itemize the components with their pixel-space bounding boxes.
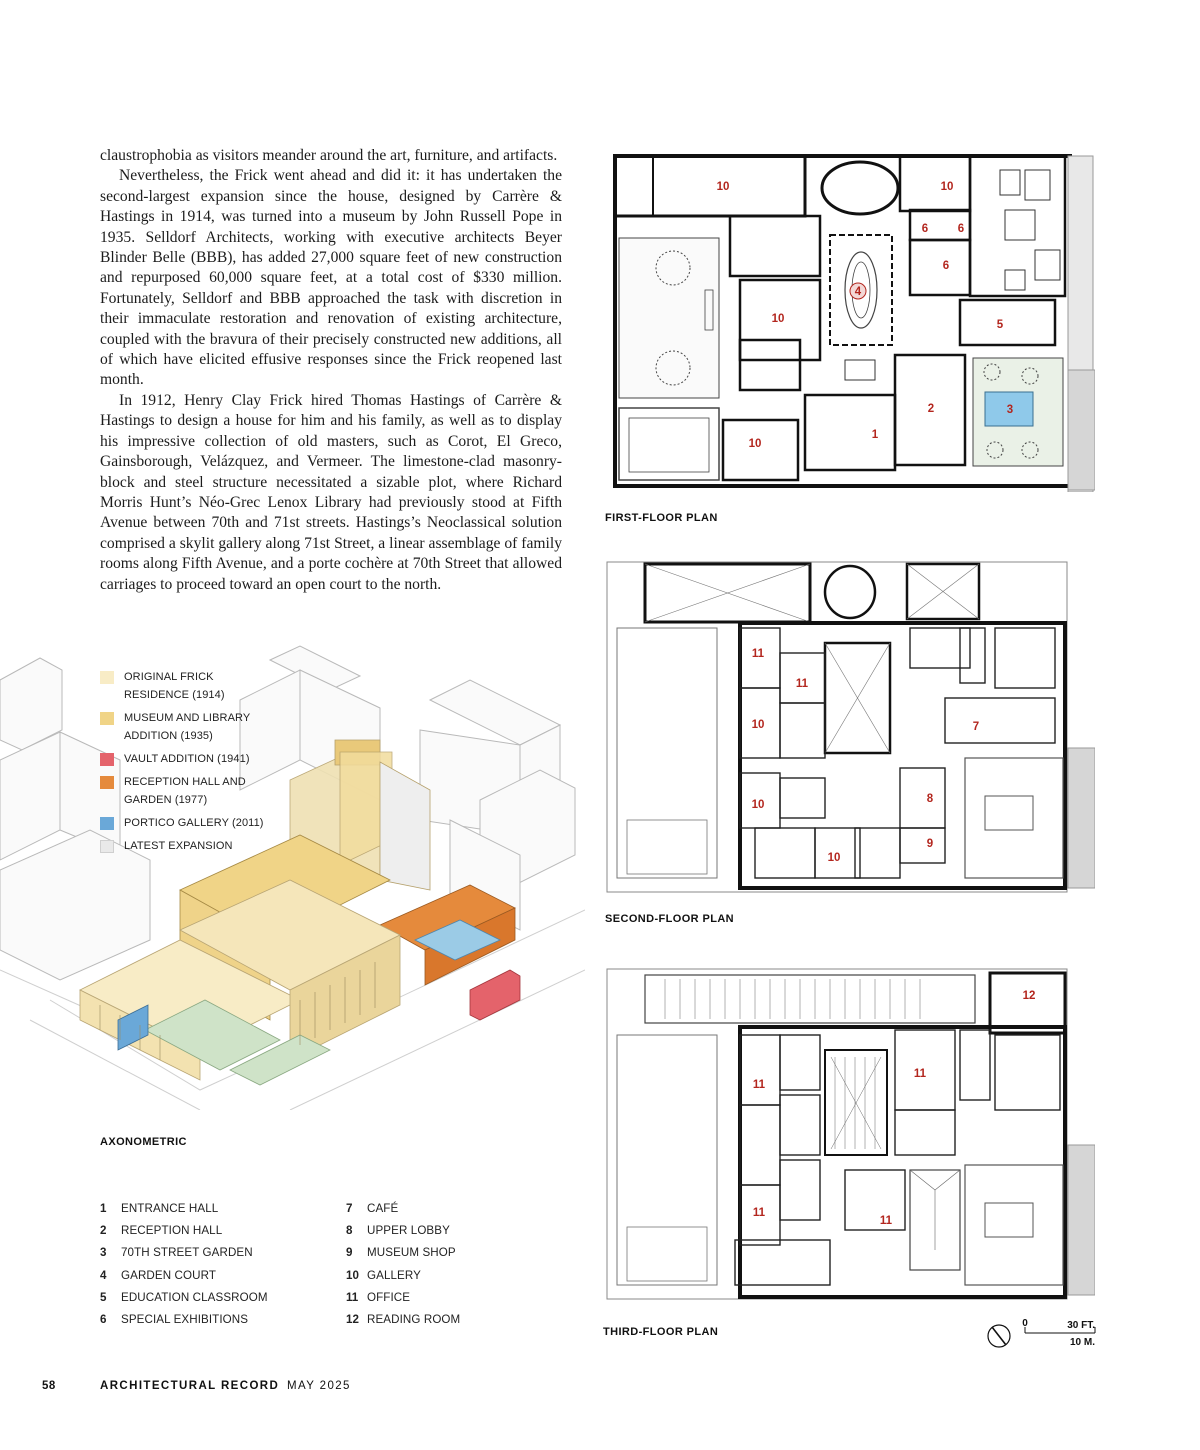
key-label: ENTRANCE HALL (121, 1202, 219, 1215)
key-item (346, 1200, 566, 1222)
plan-room-label: 10 (716, 181, 730, 193)
plan-room-label: 12 (1022, 990, 1036, 1002)
legend-label: VAULT ADDITION (1941) (124, 753, 250, 765)
plan-room-label: 7 (972, 721, 980, 733)
legend-swatch (100, 712, 114, 725)
magazine-name: ARCHITECTURAL RECORD (100, 1380, 280, 1392)
key-label: RECEPTION HALL (121, 1224, 223, 1238)
third-floor-drawing (605, 965, 1095, 1310)
key-column (346, 1200, 566, 1333)
legend-item (100, 814, 270, 832)
first-floor-caption: FIRST-FLOOR PLAN (605, 512, 718, 524)
key-item (346, 1311, 566, 1333)
room-key (100, 1200, 520, 1336)
key-number: 6 (100, 1312, 107, 1326)
plan-room-label: 10 (751, 799, 765, 811)
legend-swatch (100, 671, 114, 684)
scale-zero: 0 (1022, 1318, 1028, 1329)
key-item (346, 1222, 566, 1244)
key-item (346, 1289, 566, 1311)
third-floor-plan (605, 965, 1095, 1310)
plan-room-label: 11 (795, 678, 809, 690)
key-label: READING ROOM (367, 1312, 461, 1326)
plan-room-label: 11 (752, 1079, 766, 1091)
legend-label: LATEST EXPANSION (124, 840, 233, 852)
plan-room-label: 11 (879, 1215, 893, 1227)
key-number: 9 (346, 1246, 353, 1260)
third-floor-caption: THIRD-FLOOR PLAN (603, 1326, 719, 1338)
key-label: UPPER LOBBY (367, 1224, 450, 1238)
legend-label: RECEPTION HALL AND GARDEN (1977) (124, 776, 246, 806)
key-number: 4 (100, 1268, 107, 1282)
scale-feet: 30 FT. (1067, 1320, 1095, 1331)
axonometric-legend (100, 668, 270, 860)
second-floor-drawing (605, 558, 1095, 898)
plan-room-label: 11 (913, 1068, 927, 1080)
legend-item (100, 837, 270, 855)
north-arrow-and-scale (985, 1316, 1100, 1356)
page-number: 58 (42, 1380, 56, 1392)
plan-room-label: 6 (957, 223, 965, 235)
axonometric-caption: AXONOMETRIC (100, 1136, 187, 1148)
legend-label: MUSEUM AND LIBRARY ADDITION (1935) (124, 712, 251, 742)
legend-swatch (100, 753, 114, 766)
second-floor-caption: SECOND-FLOOR PLAN (605, 913, 735, 925)
key-number: 3 (100, 1246, 107, 1260)
key-label: MUSEUM SHOP (367, 1246, 456, 1260)
paragraph: In 1912, Henry Clay Frick hired Thomas Hastings of Carrère & Hastings to design a house for him and his family, as well as to display his impressive collection of old masters, such as Corot, El Greco, Gainsborough, Velázquez, and Vermeer. The limestone-clad masonry-block and steel structure necessitated a sizable plot, where Richard Morris Hunt’s Néo-Grec Lenox Library had previously stood at Fifth Avenue between 70th and 71st streets. Hastings’s Neoclassical solution comprised a skylit gallery along 71st Street, a linear assemblage of family rooms along Fifth Avenue, and a porte cochère at 70th Street that allowed carriages to proceed toward an open court to the north. (100, 391, 562, 593)
legend-item (100, 709, 270, 745)
legend-label: PORTICO GALLERY (2011) (124, 817, 264, 829)
key-item (100, 1222, 320, 1244)
second-floor-plan (605, 558, 1095, 898)
plan-room-label: 6 (942, 260, 950, 272)
key-label: SPECIAL EXHIBITIONS (121, 1312, 249, 1326)
key-item (346, 1244, 566, 1266)
north-arrow-icon (988, 1325, 1010, 1347)
key-label: GARDEN COURT (121, 1268, 217, 1282)
key-number: 12 (346, 1312, 359, 1326)
plan-room-label: 4 (854, 286, 862, 298)
paragraph: Nevertheless, the Frick went ahead and did it: it has undertaken the second-largest expansion since the house, designed by Carrère & Hastings in 1914, was turned into a museum by John Russell Pope in 1935. Selldorf Architects, working with executive architects Beyer Blinder Belle (BBB), has added 27,000 square feet of new construction and repurposed 60,000 square feet, at a total cost of $330 million. Fortunately, Selldorf and BBB approached the task with discretion in their immaculate restoration and renovation of existing architecture, coupled with the bravura of their precisely constructed new additions, all of which have elicited effusive responses since the Frick reopened last month. (100, 167, 562, 389)
key-column (100, 1200, 320, 1333)
key-number: 1 (100, 1202, 107, 1215)
key-label: GALLERY (367, 1268, 421, 1282)
scale-meters: 10 M. (1069, 1337, 1095, 1348)
key-label: OFFICE (367, 1290, 411, 1304)
paragraph: claustrophobia as visitors meander around the art, furniture, and artifacts. (100, 147, 558, 164)
key-number: 10 (346, 1268, 359, 1282)
plan-room-label: 10 (771, 313, 785, 325)
plan-room-label: 6 (921, 223, 929, 235)
plan-room-label: 10 (940, 181, 954, 193)
legend-item (100, 750, 270, 768)
legend-item (100, 773, 270, 809)
plan-room-label: 10 (827, 852, 841, 864)
key-label: 70TH STREET GARDEN (121, 1246, 253, 1260)
plan-room-label: 11 (752, 1207, 766, 1219)
key-item (100, 1311, 320, 1333)
issue-date: MAY 2025 (287, 1380, 351, 1392)
plan-room-label: 10 (748, 438, 762, 450)
key-item (100, 1200, 320, 1222)
plan-room-label: 1 (871, 429, 879, 441)
key-item (100, 1244, 320, 1266)
legend-label: ORIGINAL FRICK RESIDENCE (1914) (124, 671, 225, 701)
key-number: 11 (346, 1290, 359, 1304)
legend-swatch (100, 840, 114, 853)
plan-room-label: 8 (926, 793, 934, 805)
key-item (346, 1267, 566, 1289)
legend-swatch (100, 817, 114, 830)
key-number: 8 (346, 1224, 353, 1238)
plan-room-label: 5 (996, 319, 1004, 331)
key-label: EDUCATION CLASSROOM (121, 1290, 268, 1304)
legend-item (100, 668, 270, 704)
axonometric-drawing (0, 640, 585, 1110)
key-item (100, 1267, 320, 1289)
plan-room-label: 2 (927, 403, 935, 415)
key-item (100, 1289, 320, 1311)
legend-swatch (100, 776, 114, 789)
key-number: 2 (100, 1224, 107, 1238)
key-label: CAFÉ (367, 1202, 399, 1215)
first-floor-drawing (605, 150, 1095, 492)
article-body (100, 146, 562, 595)
plan-room-label: 9 (926, 838, 934, 850)
plan-room-label: 10 (751, 719, 765, 731)
key-number: 5 (100, 1290, 107, 1304)
key-number: 7 (346, 1202, 353, 1215)
first-floor-plan (605, 150, 1095, 492)
plan-room-label: 11 (751, 648, 765, 660)
plan-room-label: 3 (1006, 404, 1014, 416)
